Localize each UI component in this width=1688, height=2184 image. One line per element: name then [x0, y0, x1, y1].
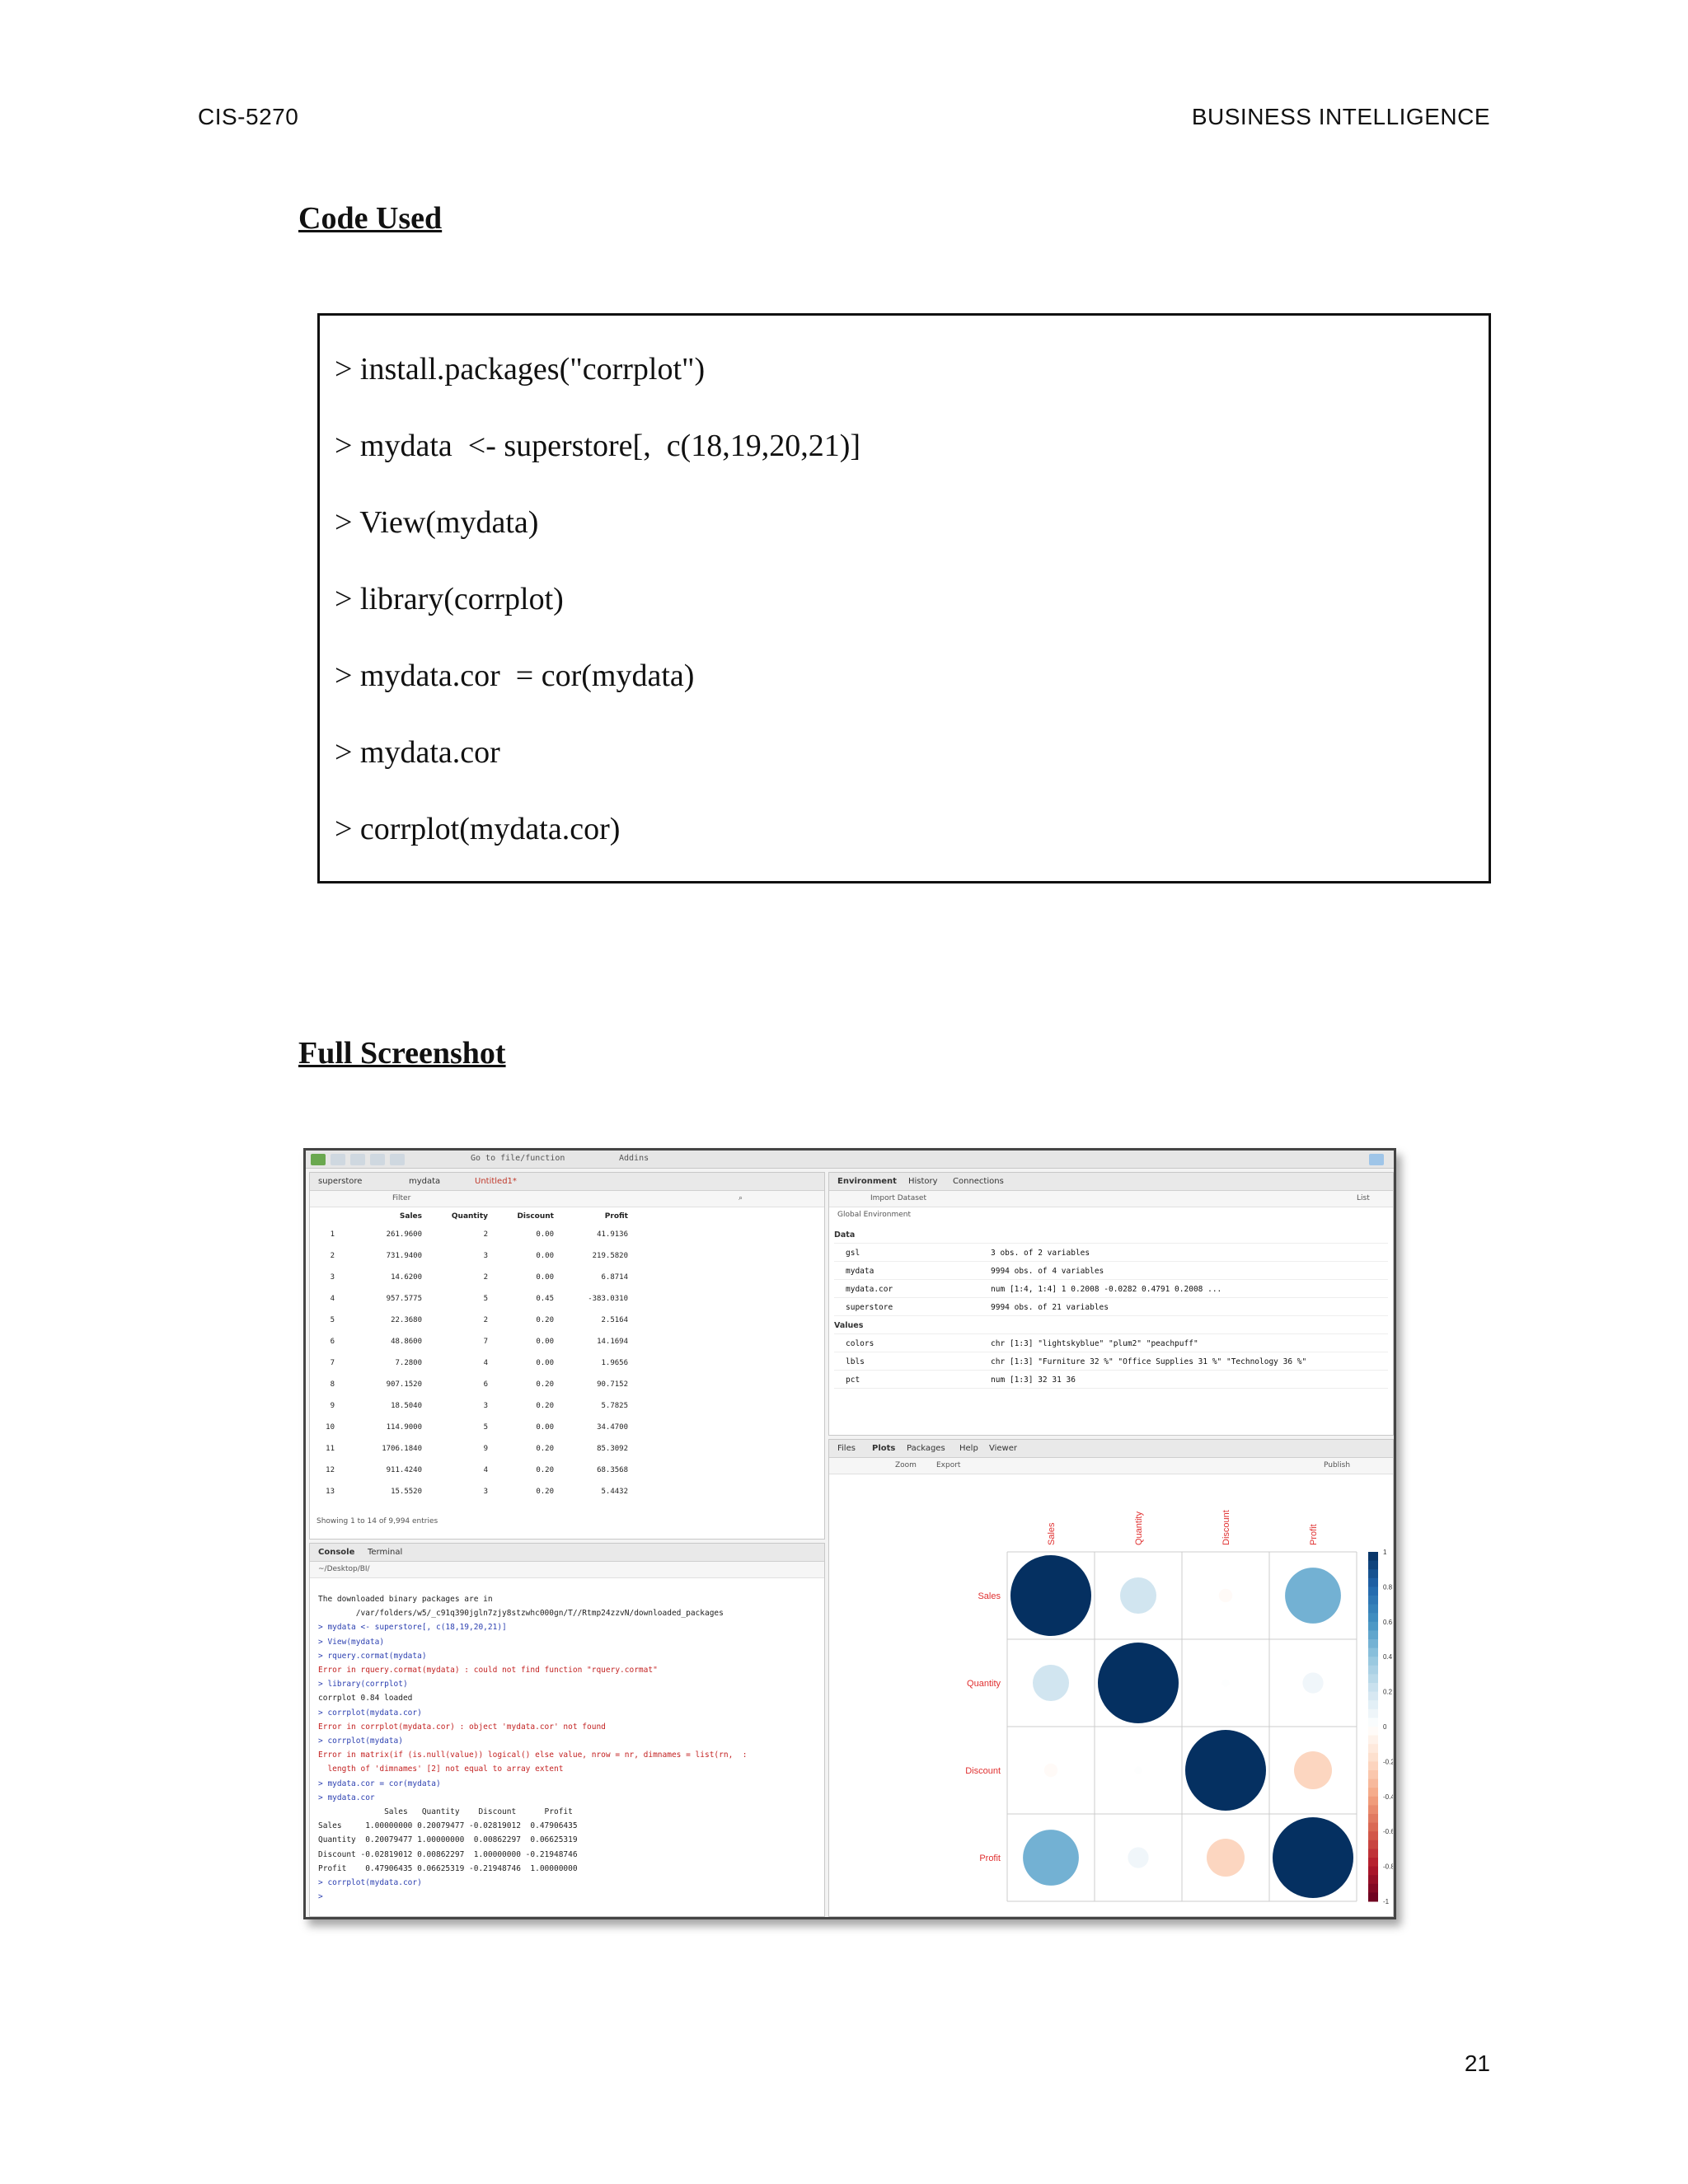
env-variable-name[interactable]: superstore	[846, 1303, 893, 1312]
table-cell: 14.6200	[391, 1273, 422, 1282]
table-cell: 0.20	[536, 1445, 554, 1453]
tab-viewer[interactable]: Viewer	[989, 1444, 1017, 1453]
table-cell: 5	[483, 1423, 488, 1432]
table-cell: 5	[330, 1316, 335, 1324]
correlation-circle	[1044, 1764, 1057, 1777]
console-line: > corrplot(mydata.cor)	[318, 1708, 422, 1718]
colorbar-tick-label: 1	[1383, 1549, 1387, 1556]
table-cell: 6	[330, 1338, 335, 1346]
table-cell: 0.00	[536, 1252, 554, 1260]
colorbar-segment	[1368, 1849, 1378, 1858]
console-line: The downloaded binary packages are in	[318, 1595, 493, 1604]
correlation-circle	[1033, 1665, 1069, 1701]
column-header[interactable]: Quantity	[451, 1212, 488, 1221]
colorbar-tick-label: 0	[1383, 1723, 1387, 1731]
subject-title: BUSINESS INTELLIGENCE	[1191, 104, 1490, 129]
page-number: 21	[1464, 2050, 1490, 2076]
tab-connections[interactable]: Connections	[953, 1177, 1004, 1186]
table-cell: 2	[483, 1316, 488, 1324]
table-cell: 2.5164	[601, 1316, 628, 1324]
colorbar-segment	[1368, 1648, 1378, 1657]
colorbar-tick-label: 0.4	[1383, 1653, 1393, 1661]
print-icon[interactable]	[390, 1154, 405, 1165]
table-cell: 3	[330, 1273, 335, 1282]
colorbar-segment	[1368, 1552, 1378, 1561]
colorbar-segment	[1368, 1718, 1378, 1727]
env-variable-value: 3 obs. of 2 variables	[991, 1249, 1090, 1258]
env-variable-name[interactable]: mydata.cor	[846, 1285, 893, 1294]
colorbar-tick-label: -0.6	[1383, 1828, 1395, 1836]
correlation-circle	[1023, 1830, 1079, 1886]
table-cell: -383.0310	[588, 1295, 628, 1303]
tab-untitled[interactable]: Untitled1*	[475, 1177, 517, 1186]
code-used-heading: Code Used	[298, 201, 443, 236]
console-pane	[309, 1543, 825, 1917]
colorbar-segment	[1368, 1596, 1378, 1605]
tab-environment[interactable]: Environment	[837, 1177, 897, 1186]
environment-pane	[828, 1172, 1394, 1436]
env-row[interactable]	[834, 1282, 1388, 1298]
table-cell: 3	[483, 1488, 488, 1496]
colorbar-segment	[1368, 1884, 1378, 1893]
table-cell: 911.4240	[386, 1466, 422, 1474]
table-cell: 4	[483, 1466, 488, 1474]
course-code: CIS-5270	[198, 104, 299, 129]
colorbar-segment	[1368, 1858, 1378, 1867]
table-cell: 0.20	[536, 1380, 554, 1389]
correlation-circle	[1098, 1643, 1179, 1723]
correlation-circle	[1302, 1672, 1323, 1693]
table-cell: 731.9400	[386, 1252, 422, 1260]
column-header[interactable]: Discount	[517, 1212, 554, 1221]
table-cell: 22.3680	[391, 1316, 422, 1324]
plots-pane	[828, 1439, 1394, 1917]
env-variable-name[interactable]: mydata	[846, 1267, 874, 1276]
table-cell: 9	[330, 1402, 335, 1410]
table-cell: 11	[326, 1445, 335, 1453]
colorbar-tick-label: -0.4	[1383, 1793, 1395, 1801]
colorbar-segment	[1368, 1744, 1378, 1753]
colorbar-segment	[1368, 1613, 1378, 1622]
table-cell: 0.45	[536, 1295, 554, 1303]
console-path: ~/Desktop/BI/	[318, 1565, 370, 1573]
table-cell: 12	[326, 1466, 335, 1474]
colorbar-segment	[1368, 1892, 1378, 1901]
env-variable-value: 9994 obs. of 4 variables	[991, 1267, 1104, 1276]
table-cell: 0.00	[536, 1273, 554, 1282]
env-row[interactable]	[834, 1263, 1388, 1280]
console-line: > View(mydata)	[318, 1637, 385, 1647]
colorbar-segment	[1368, 1630, 1378, 1639]
zoom-button[interactable]: Zoom	[895, 1461, 917, 1469]
env-row[interactable]	[834, 1354, 1388, 1371]
table-cell: 48.8600	[391, 1338, 422, 1346]
table-cell: 90.7152	[597, 1380, 628, 1389]
correlation-circle	[1221, 1679, 1229, 1686]
table-cell: 34.4700	[597, 1423, 628, 1432]
open-project-icon[interactable]	[331, 1154, 345, 1165]
table-cell: 1.9656	[601, 1359, 628, 1367]
colorbar-segment	[1368, 1674, 1378, 1683]
goto-file-input[interactable]: Go to file/function	[471, 1154, 565, 1163]
tab-packages[interactable]: Packages	[907, 1444, 945, 1453]
table-cell: 0.00	[536, 1359, 554, 1367]
console-line: corrplot 0.84 loaded	[318, 1694, 413, 1704]
colorbar-segment	[1368, 1561, 1378, 1570]
table-cell: 0.20	[536, 1402, 554, 1410]
colorbar-segment	[1368, 1578, 1378, 1587]
colorbar-segment	[1368, 1779, 1378, 1788]
env-section	[834, 1227, 1388, 1244]
column-label: Profit	[1309, 1524, 1319, 1545]
correlation-circle	[1207, 1839, 1245, 1877]
table-cell: 7.2800	[395, 1359, 422, 1367]
table-cell: 18.5040	[391, 1402, 422, 1410]
full-screenshot-heading: Full Screenshot	[298, 1036, 506, 1071]
table-cell: 1706.1840	[382, 1445, 422, 1453]
colorbar-segment	[1368, 1622, 1378, 1631]
table-cell: 3	[483, 1402, 488, 1410]
env-variable-name[interactable]: lbls	[846, 1357, 865, 1366]
table-cell: 0.20	[536, 1466, 554, 1474]
table-cell: 4	[330, 1295, 335, 1303]
column-header[interactable]: Profit	[604, 1212, 628, 1221]
table-cell: 0.20	[536, 1316, 554, 1324]
colorbar-segment	[1368, 1875, 1378, 1884]
console-line: Profit 0.47906435 0.06625319 -0.21948746 1.00000000	[318, 1863, 578, 1873]
table-cell: 0.00	[536, 1230, 554, 1239]
table-cell: 5.7825	[601, 1402, 628, 1410]
correlation-circle	[1128, 1847, 1148, 1868]
colorbar-segment	[1368, 1753, 1378, 1762]
table-cell: 0.20	[536, 1488, 554, 1496]
addins-menu[interactable]: Addins	[619, 1154, 649, 1163]
table-cell: 1	[330, 1230, 335, 1239]
rstudio-screenshot	[303, 1148, 1396, 1919]
row-label: Profit	[979, 1854, 1001, 1863]
colorbar-segment	[1368, 1736, 1378, 1745]
colorbar-segment	[1368, 1831, 1378, 1840]
colorbar-segment	[1368, 1586, 1378, 1596]
colorbar-segment	[1368, 1805, 1378, 1814]
console-line: Error in rquery.cormat(mydata) : could not find function "rquery.cormat"	[318, 1666, 658, 1675]
table-cell: 15.5520	[391, 1488, 422, 1496]
tab-plots[interactable]: Plots	[872, 1444, 896, 1453]
table-cell: 0.00	[536, 1338, 554, 1346]
new-file-icon[interactable]	[311, 1154, 326, 1165]
colorbar-tick-label: 0.6	[1383, 1618, 1393, 1626]
list-view-button[interactable]: List	[1357, 1194, 1370, 1202]
code-box	[317, 313, 1491, 883]
colorbar-segment	[1368, 1666, 1378, 1675]
colorbar-tick-label: -0.8	[1383, 1863, 1395, 1871]
tab-console[interactable]: Console	[318, 1548, 355, 1557]
table-cell: 10	[326, 1423, 335, 1432]
colorbar-segment	[1368, 1569, 1378, 1578]
colorbar-tick-label: 0.8	[1383, 1583, 1393, 1591]
colorbar-segment	[1368, 1840, 1378, 1849]
tab-help[interactable]: Help	[959, 1444, 978, 1453]
console-line: > mydata.cor = cor(mydata)	[318, 1779, 441, 1788]
row-label: Discount	[965, 1766, 1001, 1776]
global-environment-select[interactable]: Global Environment	[837, 1211, 912, 1219]
console-line: Error in matrix(if (is.null(value)) logical() else value, nrow = nr, dimnames = list(rn, :	[318, 1750, 748, 1760]
correlation-circle	[1120, 1577, 1156, 1614]
console-line: > mydata.cor	[318, 1793, 375, 1802]
table-cell: 6.8714	[601, 1273, 628, 1282]
code-line: > install.packages("corrplot")	[335, 352, 706, 387]
correlation-circle	[1285, 1568, 1341, 1624]
table-cell: 0.00	[536, 1423, 554, 1432]
table-cell: 8	[330, 1380, 335, 1389]
env-variable-name[interactable]: colors	[846, 1339, 874, 1348]
tab-history[interactable]: History	[908, 1177, 938, 1186]
open-file-icon[interactable]	[350, 1154, 365, 1165]
row-label: Quantity	[967, 1679, 1001, 1689]
correlation-circle	[1134, 1766, 1142, 1774]
showing-entries: Showing 1 to 14 of 9,994 entries	[316, 1517, 438, 1526]
filter-button[interactable]: Filter	[392, 1194, 411, 1202]
env-variable-value: 9994 obs. of 21 variables	[991, 1303, 1109, 1312]
search-icon[interactable]: ⌕	[738, 1194, 743, 1202]
row-label: Sales	[978, 1591, 1001, 1601]
env-variable-value: num [1:3] 32 31 36	[991, 1376, 1076, 1385]
table-cell: 7	[483, 1338, 488, 1346]
colorbar-segment	[1368, 1867, 1378, 1876]
column-label: Discount	[1221, 1510, 1231, 1545]
console-line: Discount -0.02819012 0.00862297 1.00000000 -0.21948746	[318, 1849, 578, 1859]
env-section-label: Data	[834, 1230, 856, 1240]
table-cell: 68.3568	[597, 1466, 628, 1474]
colorbar-segment	[1368, 1683, 1378, 1692]
table-cell: 957.5775	[386, 1295, 422, 1303]
env-row[interactable]	[834, 1245, 1388, 1262]
colorbar-segment	[1368, 1727, 1378, 1736]
table-cell: 14.1694	[597, 1338, 628, 1346]
colorbar-tick-label: -0.2	[1383, 1758, 1395, 1766]
console-line: length of 'dimnames' [2] not equal to array extent	[318, 1765, 564, 1774]
console-line: > corrplot(mydata.cor)	[318, 1878, 422, 1887]
table-cell: 85.3092	[597, 1445, 628, 1453]
table-cell: 2	[483, 1273, 488, 1282]
table-cell: 219.5820	[592, 1252, 628, 1260]
colorbar-segment	[1368, 1814, 1378, 1823]
colorbar-segment	[1368, 1709, 1378, 1718]
colorbar-segment	[1368, 1770, 1378, 1779]
console-line: >	[318, 1892, 323, 1902]
colorbar-segment	[1368, 1692, 1378, 1701]
colorbar-segment	[1368, 1639, 1378, 1648]
colorbar-segment	[1368, 1823, 1378, 1832]
colorbar-segment	[1368, 1605, 1378, 1614]
table-cell: 41.9136	[597, 1230, 628, 1239]
console-line: > corrplot(mydata)	[318, 1736, 403, 1746]
column-label: Quantity	[1134, 1511, 1144, 1545]
colorbar-segment	[1368, 1797, 1378, 1806]
table-cell: 5.4432	[601, 1488, 628, 1496]
correlation-circle	[1294, 1751, 1332, 1789]
env-section	[834, 1318, 1388, 1334]
table-cell: 3	[483, 1252, 488, 1260]
console-line: Sales Quantity Discount Profit	[318, 1807, 573, 1816]
console-line: > rquery.cormat(mydata)	[318, 1651, 427, 1661]
env-row[interactable]	[834, 1372, 1388, 1389]
table-cell: 2	[330, 1252, 335, 1260]
column-label: Sales	[1047, 1522, 1057, 1545]
rstudio-toolbar	[306, 1151, 1394, 1169]
env-section-label: Values	[834, 1321, 864, 1330]
colorbar-segment	[1368, 1761, 1378, 1770]
correlation-circle	[1185, 1730, 1266, 1811]
table-cell: 6	[483, 1380, 488, 1389]
console-line: Sales 1.00000000 0.20079477 -0.02819012 0.47906435	[318, 1821, 578, 1831]
export-button[interactable]: Export	[936, 1461, 961, 1469]
tab-terminal[interactable]: Terminal	[368, 1548, 403, 1557]
save-icon[interactable]	[370, 1154, 385, 1165]
env-variable-name[interactable]: gsl	[846, 1249, 860, 1258]
env-row[interactable]	[834, 1300, 1388, 1316]
code-line: > corrplot(mydata.cor)	[335, 812, 621, 846]
table-cell: 907.1520	[386, 1380, 422, 1389]
tab-mydata[interactable]: mydata	[409, 1177, 441, 1186]
publish-button[interactable]: Publish	[1324, 1461, 1351, 1469]
column-header[interactable]: Sales	[399, 1212, 422, 1221]
env-variable-name[interactable]: pct	[846, 1376, 860, 1385]
console-line: > library(corrplot)	[318, 1680, 408, 1690]
console-line: Error in corrplot(mydata.cor) : object 'mydata.cor' not found	[318, 1722, 606, 1732]
table-cell: 9	[483, 1445, 488, 1453]
table-cell: 7	[330, 1359, 335, 1367]
env-row[interactable]	[834, 1336, 1388, 1352]
correlation-circle	[1219, 1589, 1232, 1602]
project-icon[interactable]	[1369, 1154, 1384, 1165]
env-variable-value: chr [1:3] "Furniture 32 %" "Office Supplies 31 %" "Technology 36 %"	[991, 1357, 1307, 1366]
console-line: /var/folders/w5/_c91q390jgln7zjy8stzwhc000gn/T//Rtmp24zzvN/downloaded_packages	[318, 1609, 724, 1619]
colorbar-segment	[1368, 1657, 1378, 1666]
code-line: > library(corrplot)	[335, 582, 564, 616]
table-cell: 13	[326, 1488, 335, 1496]
table-cell: 5	[483, 1295, 488, 1303]
tab-files[interactable]: Files	[837, 1444, 856, 1453]
env-variable-value: chr [1:3] "lightskyblue" "plum2" "peachpuff"	[991, 1339, 1198, 1348]
source-pane	[309, 1172, 825, 1540]
colorbar-tick-label: 0.2	[1383, 1688, 1393, 1696]
colorbar-segment	[1368, 1700, 1378, 1709]
code-line: > mydata <- superstore[, c(18,19,20,21)]	[335, 429, 861, 463]
console-line: Quantity 0.20079477 1.00000000 0.00862297 0.06625319	[318, 1835, 578, 1845]
env-variable-value: num [1:4, 1:4] 1 0.2008 -0.0282 0.4791 0.2008 ...	[991, 1285, 1222, 1294]
code-line: > View(mydata)	[335, 505, 539, 540]
colorbar-tick-label: -1	[1383, 1898, 1390, 1905]
console-line: > mydata <- superstore[, c(18,19,20,21)]	[318, 1623, 507, 1633]
table-cell: 114.9000	[386, 1423, 422, 1432]
code-line: > mydata.cor	[335, 735, 500, 770]
correlation-circle	[1010, 1555, 1091, 1636]
table-cell: 4	[483, 1359, 488, 1367]
colorbar-segment	[1368, 1788, 1378, 1797]
corrplot-chart	[829, 1476, 1394, 1917]
tab-superstore[interactable]: superstore	[318, 1177, 363, 1186]
table-cell: 261.9600	[386, 1230, 422, 1239]
correlation-circle	[1273, 1817, 1353, 1898]
import-dataset-button[interactable]: Import Dataset	[870, 1194, 926, 1202]
code-line: > mydata.cor = cor(mydata)	[335, 658, 695, 693]
table-cell: 2	[483, 1230, 488, 1239]
